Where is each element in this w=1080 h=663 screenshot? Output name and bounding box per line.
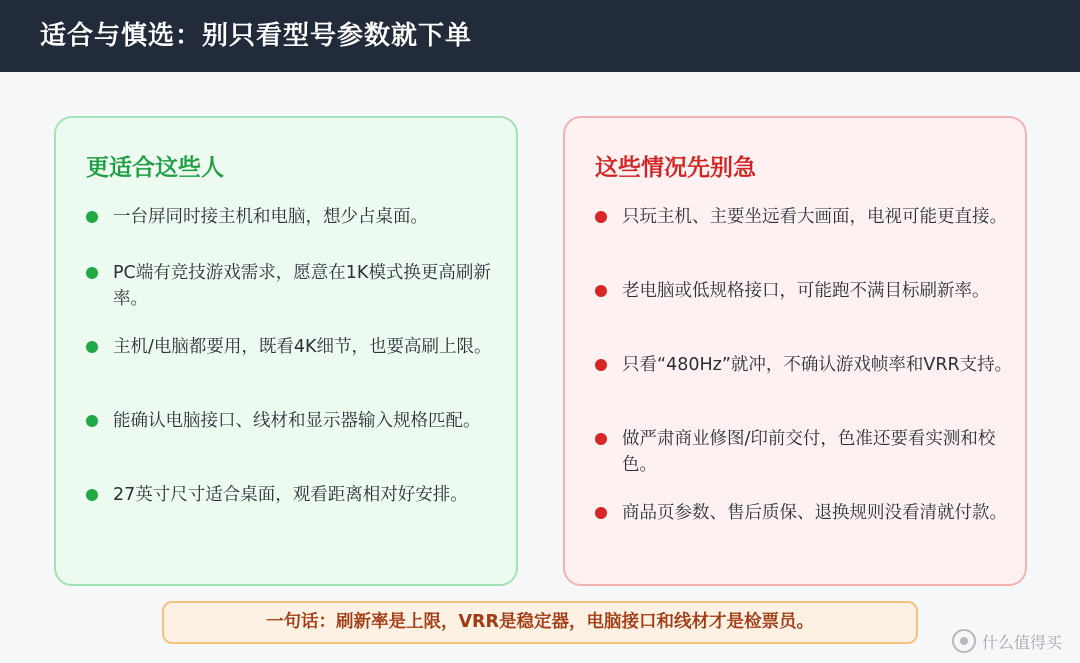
- red-bullet-icon: [595, 507, 607, 519]
- suitable-item-text: 27英寸尺寸适合桌面，观看距离相对好安排。: [113, 485, 468, 505]
- green-bullet-icon: [86, 267, 98, 279]
- caution-card-title: 这些情况先别急: [595, 155, 756, 181]
- caution-item: [595, 352, 1015, 378]
- watermark: [952, 628, 1062, 654]
- caution-item: [595, 204, 1015, 230]
- suitable-item: [86, 408, 506, 434]
- suitable-item: [86, 482, 506, 508]
- green-bullet-icon: [86, 341, 98, 353]
- suitable-item-text: PC端有竞技游戏需求，愿意在1K模式换更高刷新率。: [113, 263, 491, 309]
- caution-item-text: 只看“480Hz”就冲，不确认游戏帧率和VRR支持。: [622, 355, 1013, 375]
- caution-item-text: 老电脑或低规格接口，可能跑不满目标刷新率。: [622, 281, 990, 301]
- summary-box: [162, 601, 918, 644]
- caution-item-text: 做严肃商业修图/印前交付，色准还要看实测和校色。: [622, 429, 996, 475]
- smzdm-logo-icon: [952, 629, 976, 653]
- green-bullet-icon: [86, 489, 98, 501]
- suitable-card-title: 更适合这些人: [86, 155, 224, 181]
- caution-card: [563, 116, 1027, 586]
- caution-item: [595, 278, 1015, 304]
- watermark-text: 什么值得买: [982, 632, 1063, 652]
- red-bullet-icon: [595, 359, 607, 371]
- green-bullet-icon: [86, 211, 98, 223]
- page-title: 适合与慎选：别只看型号参数就下单: [40, 21, 473, 51]
- suitable-card: [54, 116, 518, 586]
- red-bullet-icon: [595, 211, 607, 223]
- green-bullet-icon: [86, 415, 98, 427]
- suitable-item: [86, 260, 506, 312]
- suitable-item-text: 一台屏同时接主机和电脑，想少占桌面。: [113, 207, 428, 227]
- suitable-item: [86, 204, 506, 230]
- red-bullet-icon: [595, 285, 607, 297]
- caution-item: [595, 500, 1015, 526]
- summary-text: 一句话：刷新率是上限，VRR是稳定器，电脑接口和线材才是检票员。: [266, 612, 814, 632]
- suitable-item: [86, 334, 506, 360]
- suitable-item-text: 能确认电脑接口、线材和显示器输入规格匹配。: [113, 411, 481, 431]
- caution-item-text: 商品页参数、售后质保、退换规则没看清就付款。: [622, 503, 1007, 523]
- caution-item: [595, 426, 1015, 478]
- page-header: [0, 0, 1080, 72]
- suitable-item-text: 主机/电脑都要用，既看4K细节，也要高刷上限。: [113, 337, 492, 357]
- red-bullet-icon: [595, 433, 607, 445]
- caution-item-text: 只玩主机、主要坐远看大画面，电视可能更直接。: [622, 207, 1007, 227]
